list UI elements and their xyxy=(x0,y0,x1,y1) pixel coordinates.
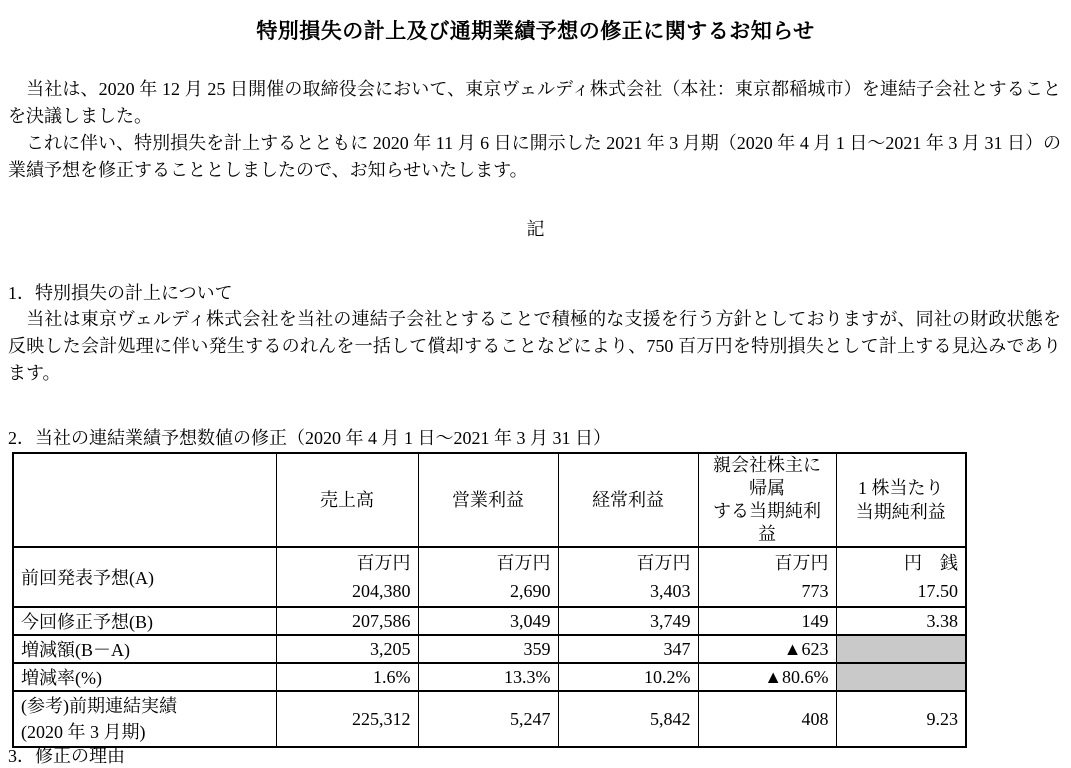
header-ordinary-income: 経常利益 xyxy=(558,453,698,547)
previous-sales-cell xyxy=(276,547,418,607)
change-rate-net-value: ▲80.6% xyxy=(698,663,836,691)
intro-paragraph-2: これに伴い、特別損失を計上するとともに 2020 年 11 月 6 日に開示した 2021 年 3 月期（2020 年 4 月 1 日～2021 年 3 月 31 日）の業績予想を修正することとしましたので、お知らせいたします。 xyxy=(8,133,1061,180)
unit-millions-yen: 百万円 xyxy=(496,553,551,573)
reference-sales-value: 225,312 xyxy=(276,691,418,747)
section-1-body xyxy=(8,306,1061,387)
forecast-table xyxy=(12,452,967,748)
header-eps-line1: 1 株当たり xyxy=(858,478,944,498)
change-rate-ordinary-value: 10.2% xyxy=(558,663,698,691)
row-revised-label: 今回修正予想(B) xyxy=(13,607,276,635)
header-eps-line2: 当期純利益 xyxy=(855,502,946,522)
row-previous-forecast xyxy=(13,547,966,607)
record-marker: 記 xyxy=(526,219,545,239)
row-reference-results xyxy=(13,691,966,747)
unit-millions-yen: 百万円 xyxy=(774,553,829,573)
header-empty-cell xyxy=(13,453,276,547)
previous-net-cell xyxy=(698,547,836,607)
table-header-row xyxy=(13,453,966,547)
unit-millions-yen: 百万円 xyxy=(636,553,691,573)
unit-millions-yen: 百万円 xyxy=(356,553,411,573)
reference-net-value: 408 xyxy=(698,691,836,747)
change-ordinary-value: 347 xyxy=(558,635,698,663)
header-net-income-line1: 親会社株主に帰属 xyxy=(713,455,821,498)
change-net-value: ▲623 xyxy=(698,635,836,663)
page-title: 特別損失の計上及び通期業績予想の修正に関するお知らせ xyxy=(256,19,815,43)
row-reference-label xyxy=(13,691,276,747)
previous-ordinary-cell xyxy=(558,547,698,607)
change-eps-shaded-cell xyxy=(836,635,966,663)
revised-operating-value: 3,049 xyxy=(418,607,558,635)
header-sales: 売上高 xyxy=(276,453,418,547)
reference-eps-value: 9.23 xyxy=(836,691,966,747)
change-rate-operating-value: 13.3% xyxy=(418,663,558,691)
row-change-label: 増減額(B－A) xyxy=(13,635,276,663)
section-2-heading: 2．当社の連結業績予想数値の修正（2020 年 4 月 1 日～2021 年 3 月 31 日） xyxy=(8,428,611,448)
previous-eps-cell xyxy=(836,547,966,607)
header-eps xyxy=(836,453,966,547)
section-1-paragraph: 当社は東京ヴェルディ株式会社を当社の連結子会社とすることで積極的な支援を行う方針としておりますが、同社の財政状態を反映した会計処理に伴い発生するのれんを一括して償却することなどにより、750 百万円を特別損失として計上する見込みであります。 xyxy=(8,309,1061,383)
bottom-clipped-line: 3．修正の理由 xyxy=(8,746,125,766)
revised-ordinary-value: 3,749 xyxy=(558,607,698,635)
change-sales-value: 3,205 xyxy=(276,635,418,663)
row-revised-forecast xyxy=(13,607,966,635)
change-rate-eps-shaded-cell xyxy=(836,663,966,691)
row-previous-label: 前回発表予想(A) xyxy=(13,547,276,607)
row-change-rate-label: 増減率(%) xyxy=(13,663,276,691)
header-operating-income: 営業利益 xyxy=(418,453,558,547)
revised-net-value: 149 xyxy=(698,607,836,635)
change-operating-value: 359 xyxy=(418,635,558,663)
intro-block xyxy=(8,76,1061,184)
row-change-rate xyxy=(13,663,966,691)
previous-net-value: 773 xyxy=(801,581,829,601)
header-net-income xyxy=(698,453,836,547)
section-1-heading: 1．特別損失の計上について xyxy=(8,283,233,303)
reference-label-line1: (参考)前期連結実績 xyxy=(21,696,177,716)
change-rate-sales-value: 1.6% xyxy=(276,663,418,691)
revised-sales-value: 207,586 xyxy=(276,607,418,635)
reference-ordinary-value: 5,842 xyxy=(558,691,698,747)
previous-eps-value: 17.50 xyxy=(917,581,958,601)
previous-ordinary-value: 3,403 xyxy=(650,581,691,601)
unit-yen-sen: 円 銭 xyxy=(904,553,958,573)
reference-label-line2: (2020 年 3 月期) xyxy=(21,722,146,742)
previous-operating-value: 2,690 xyxy=(510,581,551,601)
row-change-amount xyxy=(13,635,966,663)
previous-operating-cell xyxy=(418,547,558,607)
reference-operating-value: 5,247 xyxy=(418,691,558,747)
revised-eps-value: 3.38 xyxy=(836,607,966,635)
previous-sales-value: 204,380 xyxy=(352,581,411,601)
header-net-income-line2: する当期純利益 xyxy=(713,501,821,544)
intro-paragraph-1: 当社は、2020 年 12 月 25 日開催の取締役会において、東京ヴェルディ株式会社（本社：東京都稲城市）を連結子会社とすることを決議しました。 xyxy=(8,79,1061,126)
